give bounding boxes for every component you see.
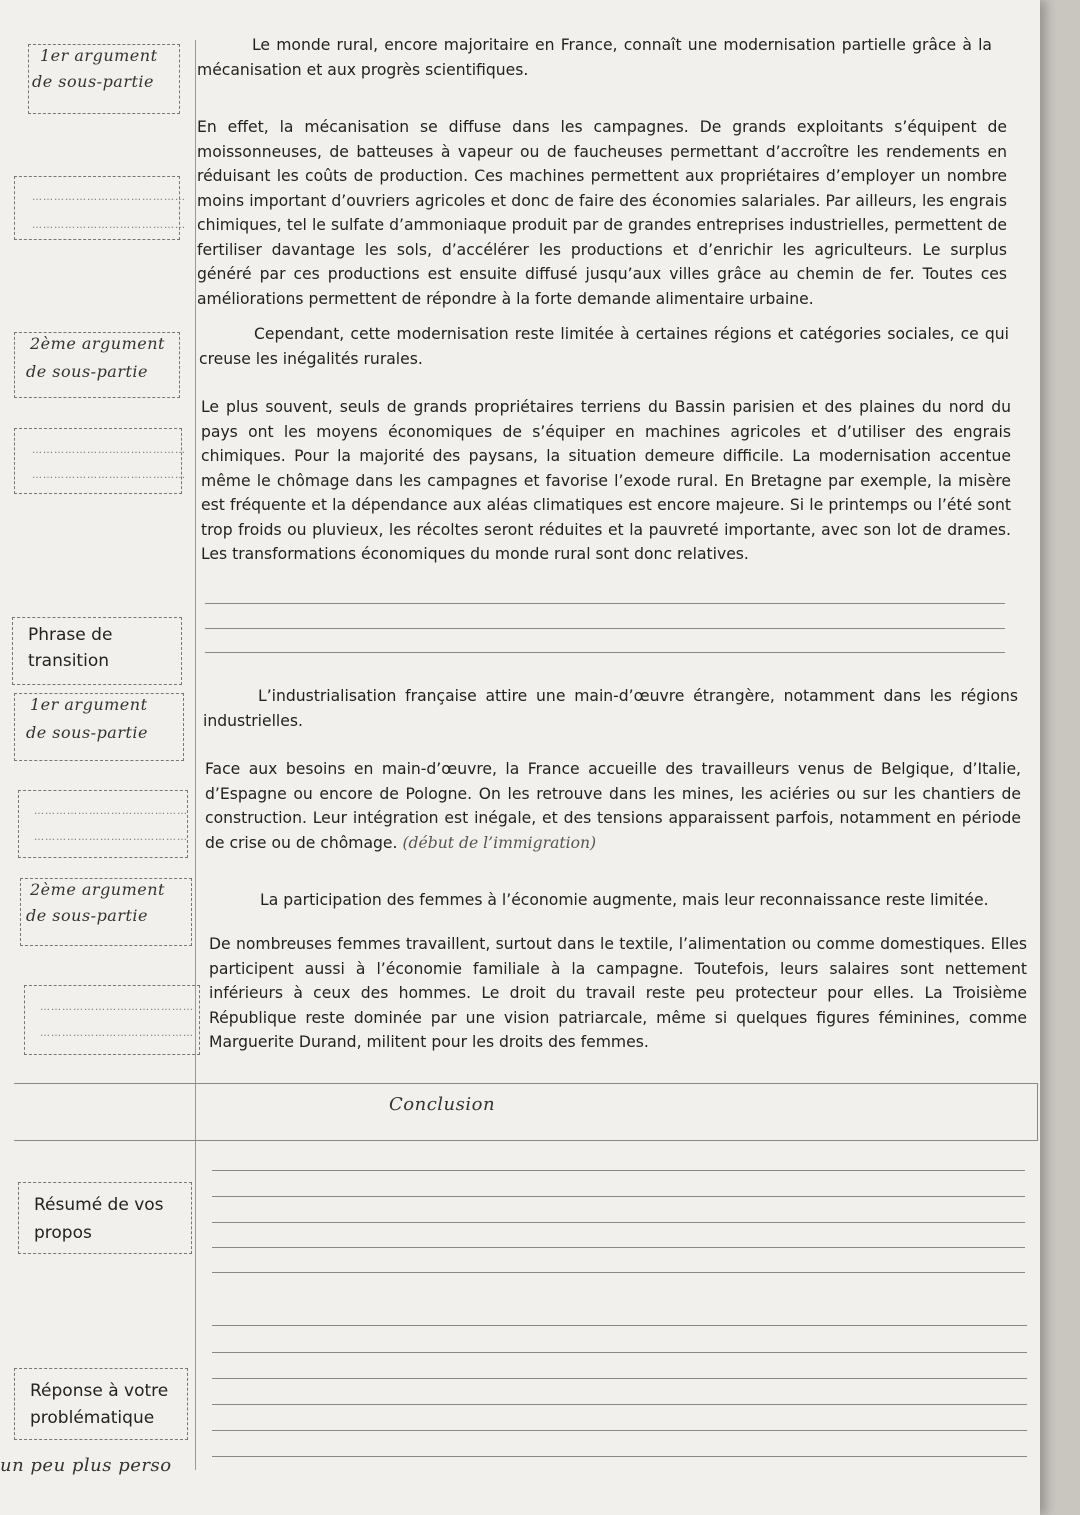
handwritten-subpart-label: de sous-partie [26,906,149,925]
writing-line [205,603,1005,604]
writing-line [212,1404,1027,1405]
writing-line [212,1352,1027,1353]
handwritten-argument-label: 2ème argument [30,880,165,899]
writing-line [212,1196,1025,1197]
argument-text: Le monde rural, encore majoritaire en France, connaît une modernisation partielle grâce à la mécanisation et aux progrès scientifiques. [197,36,992,79]
dotted-line: …………………………………… [32,445,186,456]
handwritten-argument-label: 1er argument [40,46,158,65]
margin-divider [195,40,196,1470]
dotted-line: …………………………………… [40,1002,194,1013]
dotted-line: …………………………………… [32,470,186,481]
writing-line [212,1222,1025,1223]
dotted-line: …………………………………… [34,806,188,817]
handwritten-subpart-label: de sous-partie [26,362,149,381]
dotted-line: …………………………………… [32,192,186,203]
argument-text: La participation des femmes à l’économie augmente, mais leur reconnaissance reste limitée. [260,891,989,909]
argument-text: L’industrialisation française attire une main-d’œuvre étrangère, notamment dans les régions industrielles. [203,687,1018,730]
summary-label-line2: propos [34,1223,92,1243]
writing-line [212,1456,1027,1457]
dotted-line: …………………………………… [40,1028,194,1039]
handwritten-argument-label: 1er argument [30,695,148,714]
handwritten-annotation: (début de l’immigration) [402,833,597,852]
notes-box [18,790,188,858]
handwritten-subpart-label: de sous-partie [26,723,149,742]
writing-line [212,1247,1025,1248]
conclusion-title: Conclusion [389,1094,496,1115]
writing-line [205,628,1005,629]
transition-label-line1: Phrase de [28,625,113,645]
development-text: En effet, la mécanisation se diffuse dans les campagnes. De grands exploitants s’équipent de moissonneuses, de batteuses à vapeur ou de faucheuses permettant d’accroître les rendements en réduisant les coûts de production. Ces machines permettent aux propriétaires d’employer un nombre moins important d’ouvriers agricoles et donc de faire des économies salariales. Par ailleurs, les engrais chimiques, tel le sulfate d’ammoniaque produit par de grandes entreprises industrielles, permettent de fertiliser davantage les sols, d’accélérer les productions et d’enrichir les agriculteurs. Le surplus généré par ces productions est ensuite diffusé jusqu’aux villes grâce au chemin de fer. Toutes ces améliorations permettent de répondre à la forte demande alimentaire urbaine. [197,118,1007,308]
handwritten-argument-label: 2ème argument [30,334,165,353]
argument-text: Cependant, cette modernisation reste limitée à certaines régions et catégories sociales, ce qui creuse les inégalités rurales. [199,325,1009,368]
writing-line [212,1170,1025,1171]
notes-box [24,985,200,1055]
dotted-line: …………………………………… [32,220,186,231]
writing-line [212,1325,1027,1326]
development-text [205,757,1021,855]
notes-box [14,428,186,494]
development-text: De nombreuses femmes travaillent, surtout dans le textile, l’alimentation ou comme domestiques. Elles participent aussi à l’économie familiale à la campagne. Toutefois, leurs salaires sont nettement inférieurs à ceux des hommes. Le droit du travail reste peu protecteur pour elles. La Troisième République reste dominée par une vision patriarcale, même si quelques figures féminines, comme Marguerite Durand, militent pour les droits des femmes. [209,935,1027,1051]
writing-line [205,652,1005,653]
handwritten-note: un peu plus perso [0,1455,172,1476]
answer-label-line2: problématique [30,1408,155,1428]
conclusion-header [14,1083,1038,1141]
writing-line [212,1272,1025,1273]
answer-label-line1: Réponse à votre [30,1381,169,1401]
handwritten-subpart-label: de sous-partie [32,72,155,91]
dotted-line: …………………………………… [34,832,188,843]
development-text: Le plus souvent, seuls de grands propriétaires terriens du Bassin parisien et des plaines du nord du pays ont les moyens économiques de s’équiper en machines agricoles et d’utiliser des engrais chimiques. Pour la majorité des paysans, la situation demeure difficile. La modernisation accentue même le chômage dans les campagnes et favorise l’exode rural. En Bretagne par exemple, la misère est fréquente et la dépendance aux aléas climatiques est encore majeure. Si le printemps ou l’été sont trop froids ou pluvieux, les récoltes seront réduites et la pauvreté importante, avec son lot de drames. Les transformations économiques du monde rural sont donc relatives. [201,398,1011,563]
writing-line [212,1378,1027,1379]
transition-label-line2: transition [28,651,109,671]
writing-line [212,1430,1027,1431]
development-text-body: Face aux besoins en main-d’œuvre, la France accueille des travailleurs venus de Belgique, d’Italie, d’Espagne ou encore de Pologne. On les retrouve dans les mines, les aciéries ou sur les chantiers de construction. Leur intégration est inégale, et des tensions apparaissent parfois, notamment en période de crise ou de chômage. [205,760,1021,852]
summary-label-line1: Résumé de vos [34,1195,164,1215]
